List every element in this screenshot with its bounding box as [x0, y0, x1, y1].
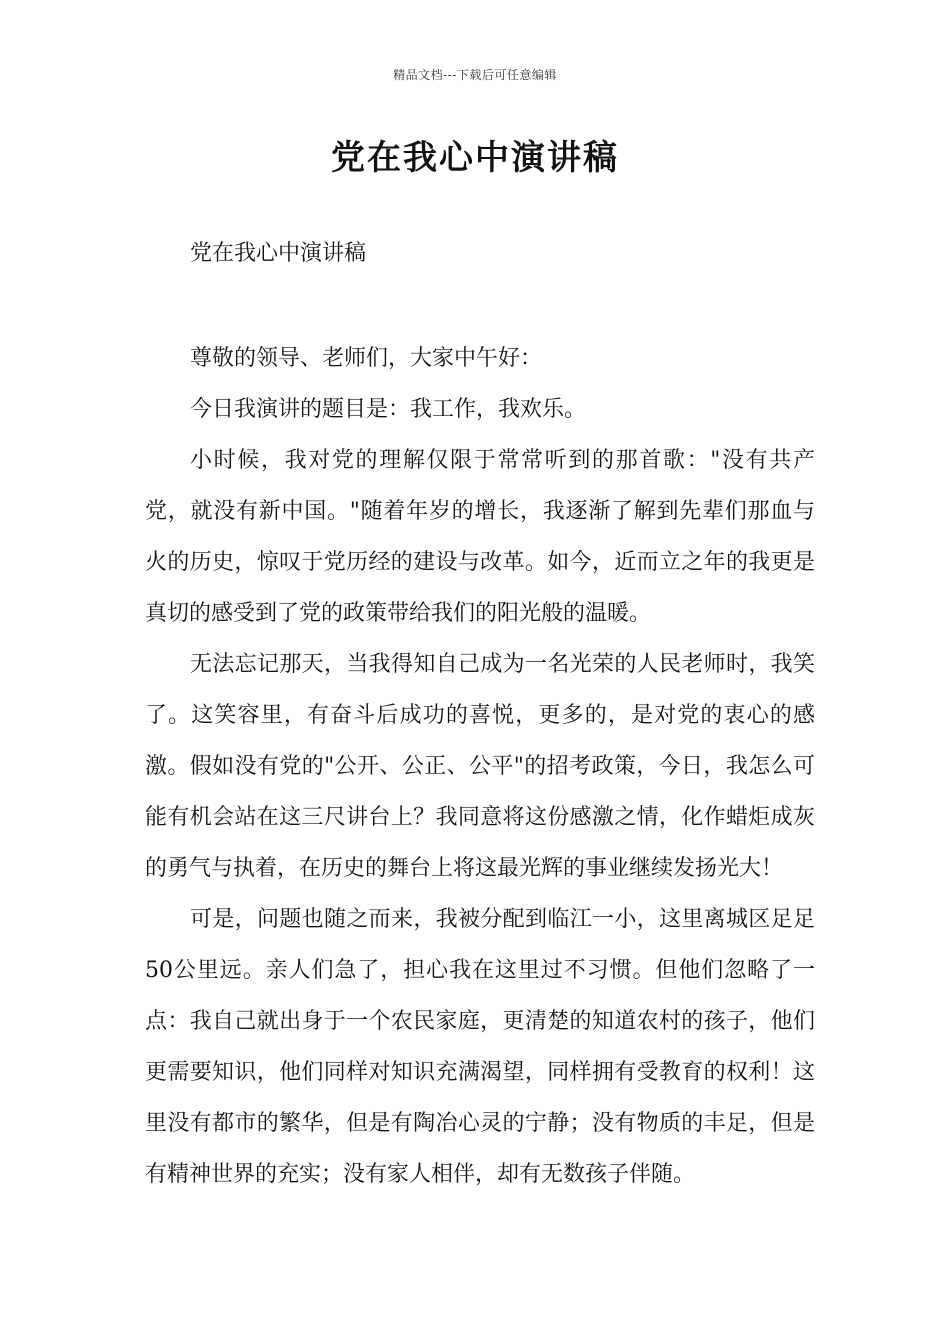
paragraph-topic: 今日我演讲的题目是：我工作，我欢乐。 — [190, 397, 587, 422]
document-body — [145, 333, 815, 1200]
header-note: 精品文档---下载后可任意编辑 — [393, 68, 557, 82]
paragraph-assignment: 可是，问题也随之而来，我被分配到临江一小，这里离城区足足50公里远。亲人们急了，担心我在这里过不习惯。但他们忽略了一点：我自己就出身于一个农民家庭，更清楚的知道农村的孩子，他们更需要知识，他们同样对知识充满渴望，同样拥有受教育的权利！这里没有都市的繁华，但是有陶冶心灵的宁静；没有物质的丰足，但是有精神世界的充实；没有家人相伴，却有无数孩子伴随。 — [145, 907, 815, 1187]
paragraph-greeting: 尊敬的领导、老师们，大家中午好： — [190, 346, 543, 371]
paragraph-childhood: 小时候，我对党的理解仅限于常常听到的那首歌："没有共产党，就没有新中国。"随着年岁的增长，我逐渐了解到先辈们那血与火的历史，惊叹于党历经的建设与改革。如今，近而立之年的我更是真切的感受到了党的政策带给我们的阳光般的温暖。 — [145, 448, 815, 626]
document-title: 党在我心中演讲稿 — [331, 138, 619, 178]
document-subtitle: 党在我心中演讲稿 — [190, 241, 367, 266]
paragraph-becoming-teacher: 无法忘记那天，当我得知自己成为一名光荣的人民老师时，我笑了。这笑容里，有奋斗后成功的喜悦，更多的，是对党的衷心的感激。假如没有党的"公开、公正、公平"的招考政策，今日，我怎么可能有机会站在这三尺讲台上？我同意将这份感激之情，化作蜡炬成灰的勇气与执着，在历史的舞台上将这最光辉的事业继续发扬光大！ — [145, 652, 815, 881]
